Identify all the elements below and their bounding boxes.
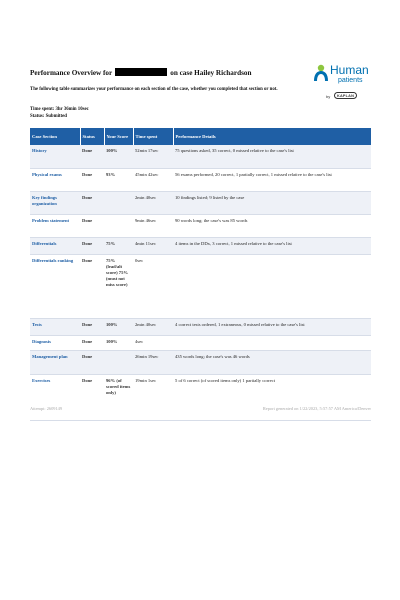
cell-status: Done	[80, 318, 104, 335]
cell-details: 4 items in the DDx, 3 correct, 1 missed relative to the case's list	[173, 237, 371, 254]
status-line: Status: Submitted	[30, 114, 67, 119]
table-row	[30, 145, 371, 168]
logo-word-patients: patients	[338, 77, 363, 84]
cell-details: 5 of 6 correct (of scored items only) 1 partially correct	[173, 374, 371, 420]
cell-section: Management plan	[30, 350, 80, 374]
table-row	[30, 374, 371, 420]
logo-word-human: Human	[330, 63, 369, 77]
table-row	[30, 214, 371, 237]
cell-details: 90 words long; the case's was 85 words	[173, 214, 371, 237]
table-row	[30, 350, 371, 374]
cell-section: History	[30, 145, 80, 168]
cell-status: Done	[80, 350, 104, 374]
cell-time: 45min 42sec	[133, 168, 173, 191]
cell-details: 56 exams performed, 20 correct, 1 partially correct, 1 missed relative to the case's list	[173, 168, 371, 191]
human-patients-logo	[312, 60, 374, 108]
cell-status: Done	[80, 145, 104, 168]
cell-time: 2min 40sec	[133, 318, 173, 335]
cell-details	[173, 335, 371, 350]
cell-status: Done	[80, 335, 104, 350]
redacted-name	[115, 68, 167, 76]
cell-score	[104, 350, 133, 374]
cell-time: 52min 17sec	[133, 145, 173, 168]
cell-section: Differentials	[30, 237, 80, 254]
attempt-id: Attempt: 2609149	[30, 406, 63, 411]
cell-section: Key findings organization	[30, 191, 80, 214]
cell-score: 100%	[104, 318, 133, 335]
cell-status: Done	[80, 191, 104, 214]
cell-score: 100%	[104, 335, 133, 350]
cell-score: 75% (lead/alt score) 75% (must not miss score)	[104, 254, 133, 318]
cell-time: 19min 1sec	[133, 374, 173, 420]
cell-section: Tests	[30, 318, 80, 335]
cell-score: 75%	[104, 237, 133, 254]
table-row	[30, 254, 371, 318]
cell-time: 2min 40sec	[133, 191, 173, 214]
cell-section: Differentials ranking	[30, 254, 80, 318]
cell-status: Done	[80, 374, 104, 420]
cell-time: 9min 46sec	[133, 214, 173, 237]
cell-time: 26min 19sec	[133, 350, 173, 374]
performance-table	[30, 128, 372, 421]
title-prefix: Performance Overview for	[30, 69, 113, 77]
cell-details: 10 findings listed; 9 listed by the case	[173, 191, 371, 214]
table-row	[30, 168, 371, 191]
cell-status: Done	[80, 254, 104, 318]
cell-time: 4min 11sec	[133, 237, 173, 254]
intro-text: The following table summarizes your performance on each section of the case, whether you completed that section or not.	[30, 87, 278, 92]
logo-figure-icon	[312, 64, 330, 82]
cell-status: Done	[80, 168, 104, 191]
cell-status: Done	[80, 214, 104, 237]
cell-score: 93%	[104, 168, 133, 191]
cell-section: Exercises	[30, 374, 80, 420]
cell-details: 435 words long; the case's was 46 words	[173, 350, 371, 374]
cell-details: 4 correct tests ordered, 1 extraneous, 0 missed relative to the case's list	[173, 318, 371, 335]
cell-details: 75 questions asked, 35 correct, 0 missed relative to the case's list	[173, 145, 371, 168]
cell-section: Physical exams	[30, 168, 80, 191]
col-header-time: Time spent	[133, 128, 173, 145]
cell-score: 96% (of scored items only)	[104, 374, 133, 420]
table-header-row	[30, 128, 371, 145]
cell-section: Diagnosis	[30, 335, 80, 350]
table-row	[30, 191, 371, 214]
cell-score	[104, 191, 133, 214]
cell-status: Done	[80, 237, 104, 254]
col-header-details: Performance Details	[173, 128, 371, 145]
col-header-section: Case Section	[30, 128, 80, 145]
cell-section: Problem statement	[30, 214, 80, 237]
table-row	[30, 335, 371, 350]
cell-time: 0sec	[133, 254, 173, 318]
cell-score	[104, 214, 133, 237]
logo-kaplan: KAPLAN	[334, 92, 357, 99]
table-row	[30, 318, 371, 335]
time-spent: Time spent: 3hr 36min 10sec	[30, 107, 89, 112]
cell-time: 4sec	[133, 335, 173, 350]
col-header-status: Status	[80, 128, 104, 145]
cell-details	[173, 254, 371, 318]
page-title	[30, 68, 251, 77]
table-row	[30, 237, 371, 254]
cell-score: 100%	[104, 145, 133, 168]
col-header-score: Your Score	[104, 128, 133, 145]
report-generated: Report generated on 1/22/2023, 5:57:57 AM America/Denver	[262, 406, 371, 411]
title-suffix: on case Hailey Richardson	[170, 69, 252, 77]
logo-by: by	[326, 94, 331, 99]
